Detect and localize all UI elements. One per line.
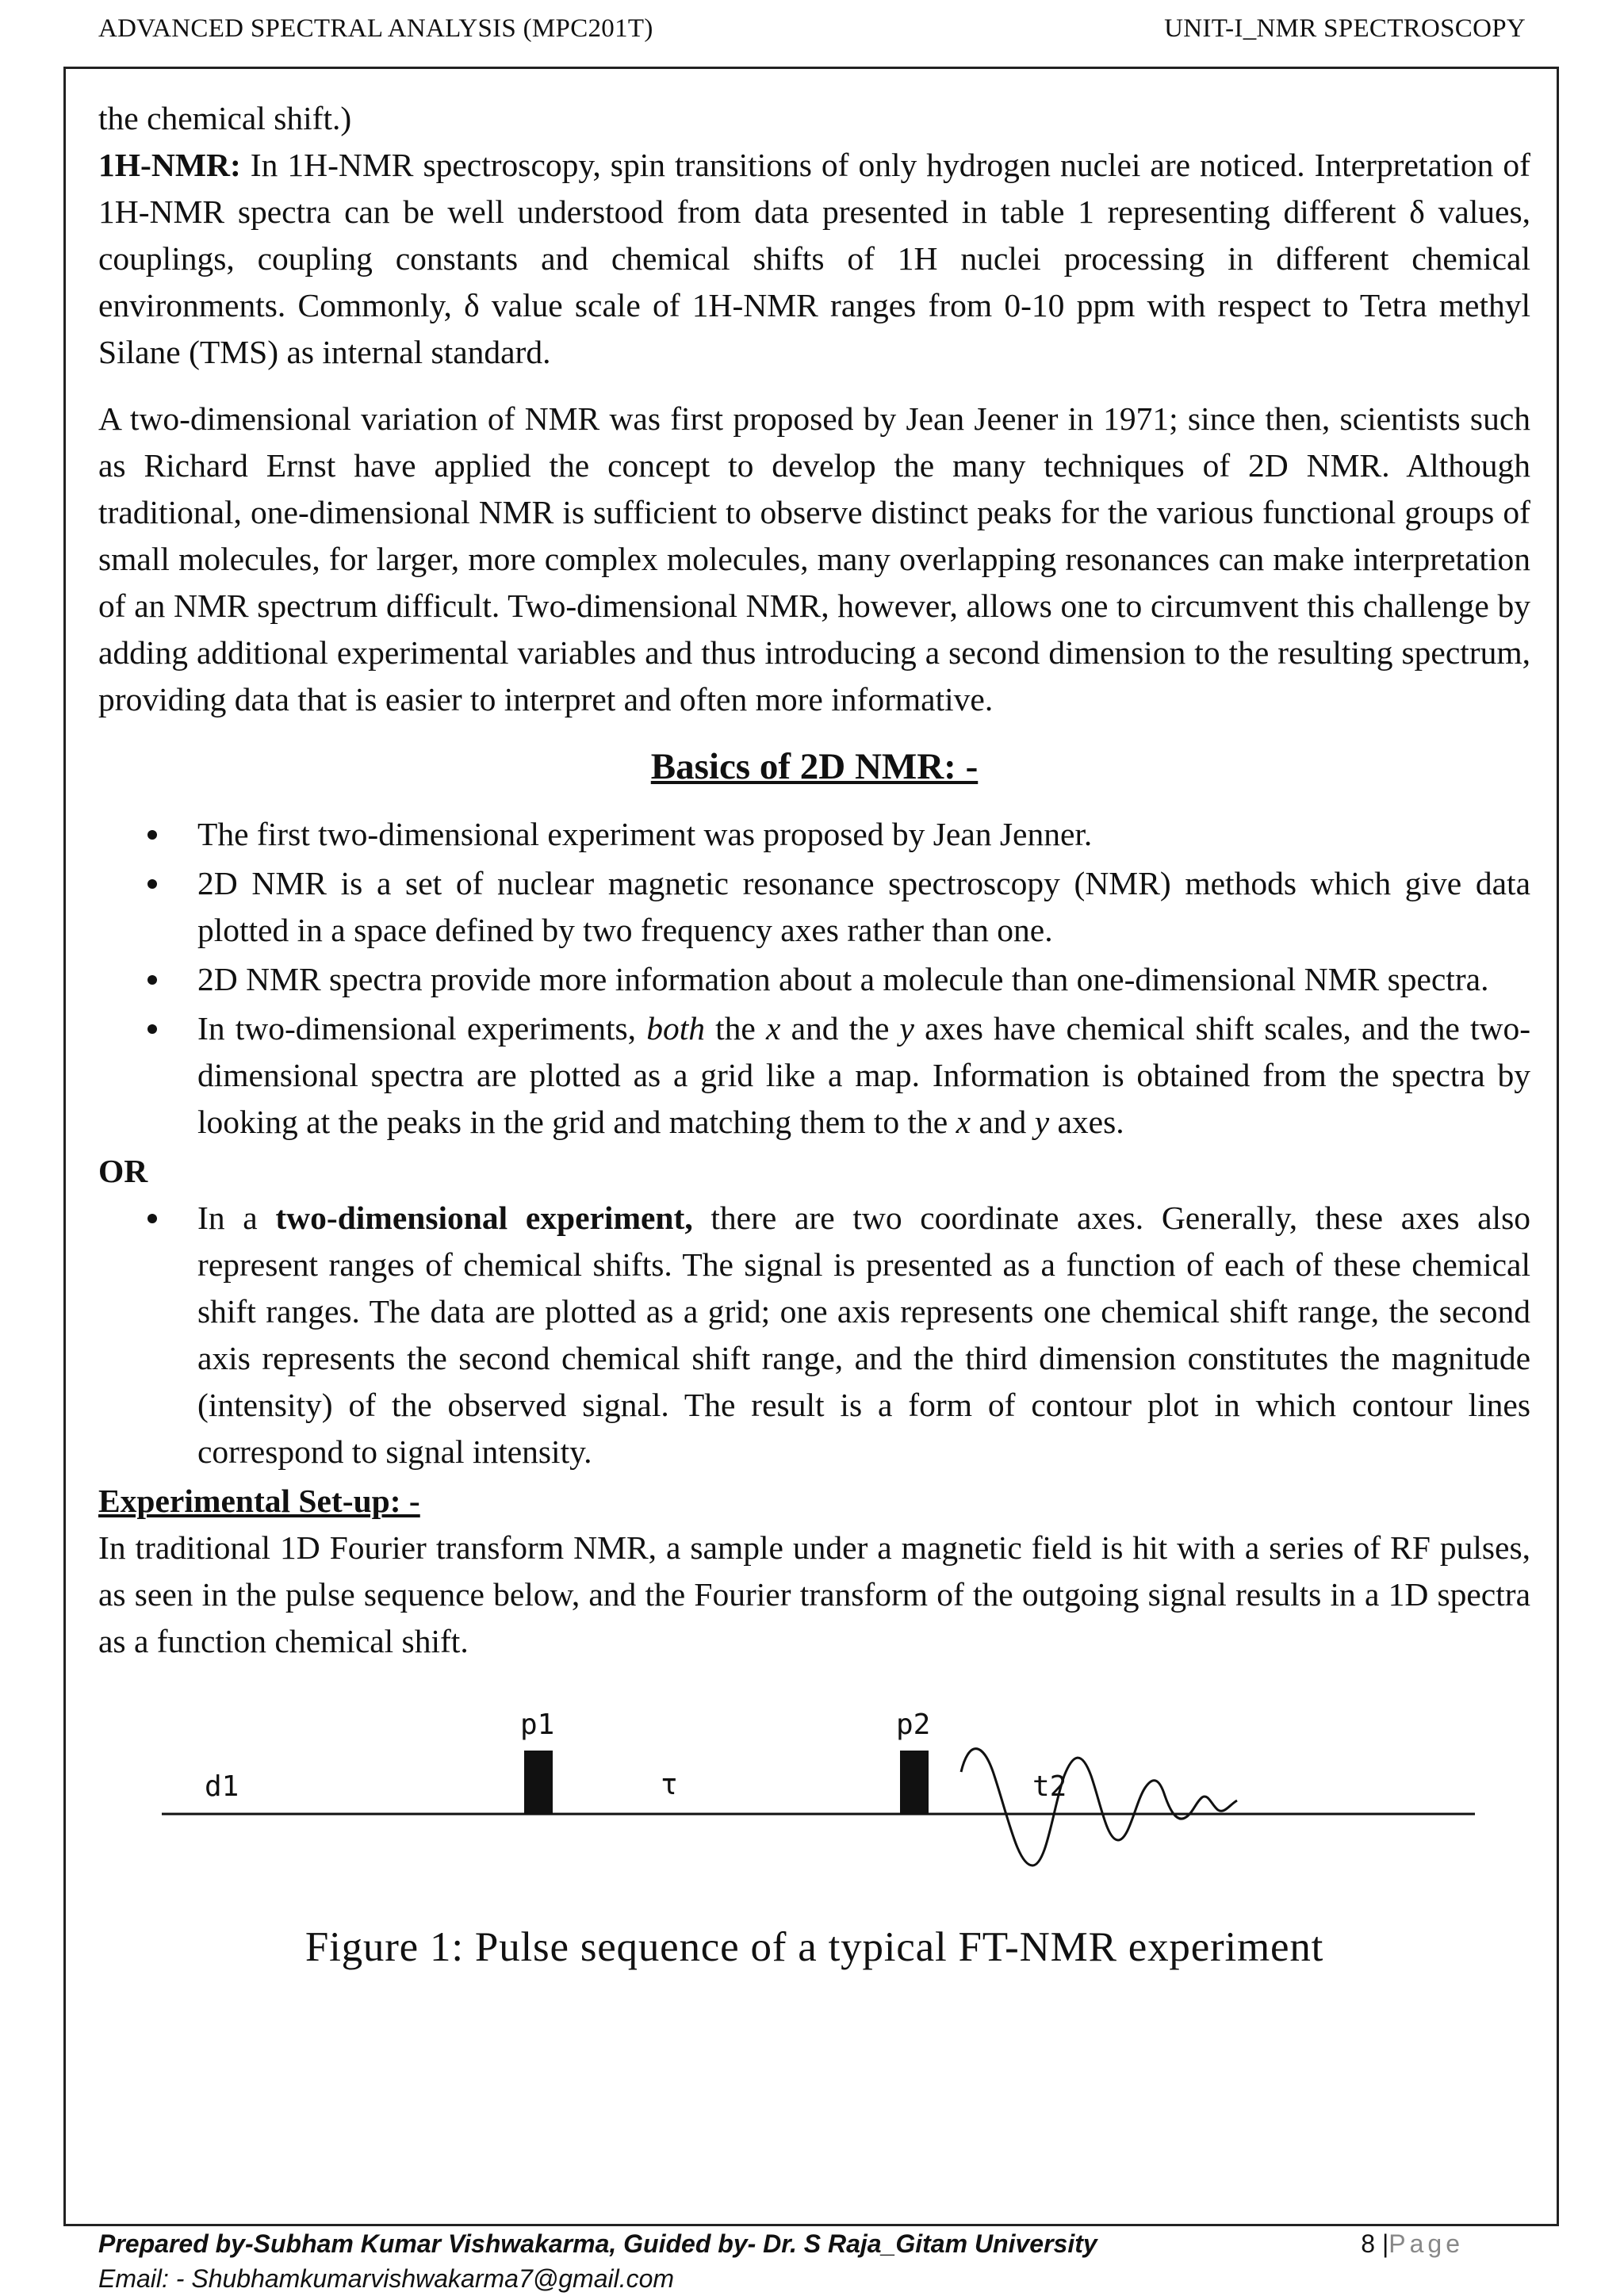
bullet-list: [98, 811, 1530, 1146]
section-title: Basics of 2D NMR: -: [650, 746, 979, 787]
header-unit-title: UNIT-I_NMR SPECTROSCOPY: [1164, 14, 1526, 43]
bullet-icon: [147, 830, 157, 840]
label-t2: t2: [1032, 1770, 1067, 1803]
page-separator: |: [1381, 2229, 1389, 2258]
bullet-text-part: In a: [197, 1200, 276, 1236]
paragraph-1h-nmr: [98, 142, 1530, 376]
bullet-text-part: axes have chemical shift scales, and the two-dimensional spectra are plotted as a grid like a map. Information is obtained from the spectra by looking at the peaks in the grid and matching them to the: [197, 1010, 1531, 1140]
bullet-item: [98, 956, 1530, 1003]
bullet-text: The first two-dimensional experiment was proposed by Jean Jenner.: [197, 816, 1093, 852]
bullet-icon: [147, 975, 157, 985]
label-tau: τ: [661, 1769, 678, 1801]
bullet-item: [98, 811, 1530, 858]
bullet-strong: two-dimensional experiment,: [275, 1200, 693, 1236]
label-d1: d1: [205, 1770, 239, 1803]
label-p1: p1: [520, 1709, 555, 1741]
experimental-heading: Experimental Set-up: -: [98, 1483, 420, 1519]
footer-email: Email: - Shubhamkumarvishwakarma7@gmail.com: [98, 2264, 675, 2293]
pulse-sequence-diagram: [98, 1685, 1530, 1923]
bullet-emphasis: y: [1034, 1104, 1050, 1140]
header-course-title: ADVANCED SPECTRAL ANALYSIS (MPC201T): [98, 14, 653, 43]
bullet-icon: [147, 879, 157, 889]
figure-pulse-sequence: [98, 1685, 1530, 2026]
paragraph-1h-nmr-text: In 1H-NMR spectroscopy, spin transitions of only hydrogen nuclei are noticed. Interpretation of 1H-NMR spectra can be well understood from data presented in table 1 representing different δ values, couplings, coupling constants and chemical shifts of 1H nuclei processing in different chemical environments. Commonly, δ value scale of 1H-NMR ranges from 0-10 ppm with respect to Tetra methyl Silane (TMS) as internal standard.: [98, 147, 1530, 370]
continued-text: the chemical shift.): [98, 100, 352, 136]
pulse-p2: [900, 1751, 929, 1814]
bullet-icon: [147, 1024, 157, 1034]
bullet-text-part: and: [971, 1104, 1035, 1140]
bullet-text-part: and the: [780, 1010, 900, 1047]
paragraph-2d-nmr-intro: A two-dimensional variation of NMR was first proposed by Jean Jeener in 1971; since then, scientists such as Richard Ernst have applied the concept to develop the many techniques of 2D NMR. Although traditional, one-dimensional NMR is sufficient to observe distinct peaks for the various functional groups of small molecules, for larger, more complex molecules, many overlapping resonances can make interpretation of an NMR spectrum difficult. Two-dimensional NMR, however, allows one to circumvent this challenge by adding additional experimental variables and thus introducing a second dimension to the resulting spectrum, providing data that is easier to interpret and often more informative.: [98, 400, 1530, 718]
term-1h-nmr: 1H-NMR:: [98, 147, 241, 183]
bullet-text-part: axes.: [1049, 1104, 1124, 1140]
figure-caption: Figure 1: Pulse sequence of a typical FT-NMR experiment: [304, 1924, 1324, 1970]
or-separator: OR: [98, 1153, 148, 1189]
bullet-emphasis: both: [646, 1010, 705, 1047]
label-p2: p2: [896, 1709, 931, 1741]
bullet-emphasis: y: [899, 1010, 914, 1047]
bullet-item: [98, 860, 1530, 954]
pulse-p1: [524, 1751, 553, 1814]
bullet-text: 2D NMR is a set of nuclear magnetic resonance spectroscopy (NMR) methods which give data plotted in a space defined by two frequency axes rather than one.: [197, 865, 1530, 948]
running-header: [98, 14, 1526, 49]
bullet-list: [98, 1195, 1530, 1475]
bullet-emphasis: x: [766, 1010, 781, 1047]
page-word: Page: [1388, 2229, 1464, 2258]
page-footer: [98, 2226, 1526, 2296]
bullet-emphasis: x: [956, 1104, 971, 1140]
bullet-text-part: In two-dimensional experiments,: [197, 1010, 647, 1047]
bullet-text-part: there are two coordinate axes. Generally, these axes also represent ranges of chemical shifts. The signal is presented as a function of each of these chemical shift ranges. The data are plotted as a grid; one axis represents one chemical shift range, the second axis represents the second chemical shift range, and the third dimension constitutes the magnitude (intensity) of the observed signal. The result is a form of contour plot in which contour lines correspond to signal intensity.: [197, 1200, 1530, 1470]
page-content: [98, 95, 1530, 2026]
bullet-item: [98, 1195, 1530, 1475]
bullet-text: 2D NMR spectra provide more information about a molecule than one-dimensional NMR spectra.: [197, 961, 1489, 997]
page-number-value: 8: [1361, 2229, 1376, 2258]
footer-credit: Prepared by-Subham Kumar Vishwakarma, Guided by- Dr. S Raja_Gitam University: [98, 2229, 1097, 2258]
bullet-text-part: the: [704, 1010, 766, 1047]
paragraph-experimental: In traditional 1D Fourier transform NMR, a sample under a magnetic field is hit with a series of RF pulses, as seen in the pulse sequence below, and the Fourier transform of the outgoing signal results in a 1D spectra as a function chemical shift.: [98, 1529, 1530, 1659]
bullet-item: [98, 1005, 1530, 1146]
page-number: [1361, 2226, 1464, 2261]
bullet-icon: [147, 1214, 157, 1223]
fid-signal-wave: [961, 1749, 1237, 1866]
